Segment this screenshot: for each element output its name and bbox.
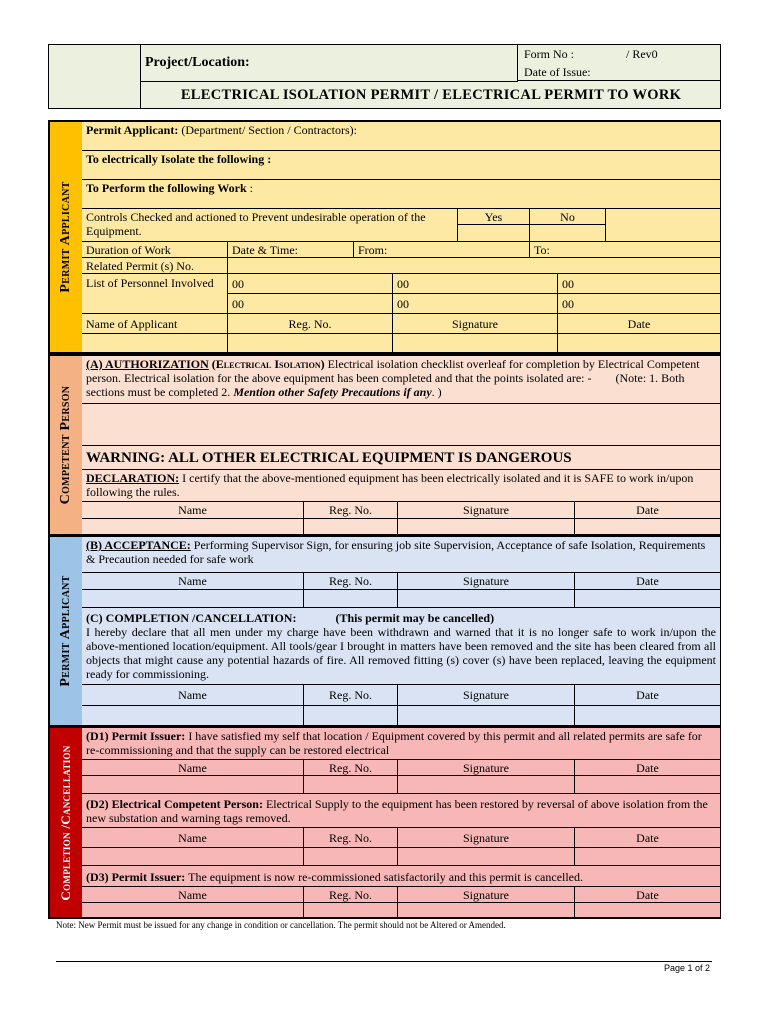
completion-side-label: Completion /Cancellation <box>50 728 83 917</box>
from-field[interactable] <box>354 242 530 258</box>
signature-header: Signature <box>398 502 575 519</box>
competent-reg-field[interactable] <box>304 519 398 534</box>
to-label: To: <box>534 243 550 257</box>
applicant-row[interactable] <box>82 122 721 151</box>
name-header: Name <box>82 685 304 706</box>
authorization-sub: (Electrical Isolation) <box>211 357 325 371</box>
work-label: To Perform the following Work <box>86 181 247 195</box>
signature-header: Signature <box>398 828 575 848</box>
d3-name-field[interactable] <box>82 903 304 917</box>
yes-label: Yes <box>458 209 530 225</box>
signature-header: Signature <box>398 760 575 776</box>
acceptance-text <box>82 537 721 573</box>
date-header: Date <box>575 828 721 848</box>
date-header: Date <box>575 760 721 776</box>
personnel-field[interactable]: 00 <box>558 274 721 294</box>
declaration-label: DECLARATION: <box>86 471 180 485</box>
applicant-signature-field[interactable] <box>393 334 558 352</box>
acceptance-heading: (B) ACCEPTANCE: <box>86 538 191 552</box>
isolate-label: To electrically Isolate the following : <box>86 152 272 166</box>
d3-text <box>82 866 721 887</box>
section1-body <box>82 122 719 352</box>
no-label: No <box>530 209 606 225</box>
signature-header: Signature <box>398 887 575 903</box>
d3-body: The equipment is now re-commissioned satisfactorily and this permit is cancelled. <box>188 870 584 884</box>
name-header: Name <box>82 573 304 590</box>
reg-no-header: Reg. No. <box>228 314 393 334</box>
related-permit-field[interactable] <box>228 258 721 274</box>
authorization-heading: (A) AUTHORIZATION <box>86 357 209 371</box>
related-permit-label: Related Permit (s) No. <box>82 258 228 274</box>
completion-text <box>82 608 721 685</box>
section2-body <box>82 356 719 534</box>
section4-body <box>82 728 719 917</box>
d2-reg-field[interactable] <box>304 848 398 866</box>
date-header: Date <box>575 685 721 706</box>
section-competent-person <box>48 354 721 536</box>
d1-signature-field[interactable] <box>398 776 575 794</box>
isolation-points-field[interactable] <box>82 404 721 446</box>
d1-text <box>82 728 721 760</box>
d1-reg-field[interactable] <box>304 776 398 794</box>
no-checkbox[interactable] <box>530 225 606 242</box>
d1-heading: (D1) Permit Issuer: <box>86 729 186 743</box>
personnel-field[interactable]: 00 <box>228 294 393 314</box>
footer-note: Note: New Permit must be issued for any change in condition or cancellation. The permit should not be Altered or Amended. <box>56 920 506 930</box>
controls-remarks[interactable] <box>606 209 721 242</box>
d2-name-field[interactable] <box>82 848 304 866</box>
applicant-detail: (Department/ Section / Contractors): <box>181 123 357 137</box>
d3-heading: (D3) Permit Issuer: <box>86 870 186 884</box>
form-info-box <box>517 45 721 81</box>
personnel-label: List of Personnel Involved <box>82 274 228 314</box>
d3-reg-field[interactable] <box>304 903 398 917</box>
d1-date-field[interactable] <box>575 776 721 794</box>
declaration-body: I certify that the above-mentioned equipment has been electrically isolated and it is SAFE to work in/upon following the rules. <box>86 471 694 499</box>
name-header: Name <box>82 760 304 776</box>
warning-text: WARNING: ALL OTHER ELECTRICAL EQUIPMENT IS DANGEROUS <box>82 446 721 470</box>
personnel-field[interactable]: 00 <box>228 274 393 294</box>
from-label: From: <box>358 243 388 257</box>
name-of-applicant-header: Name of Applicant <box>82 314 228 334</box>
applicant-label: Permit Applicant: <box>86 123 179 137</box>
signature-header: Signature <box>398 685 575 706</box>
reg-no-header: Reg. No. <box>304 887 398 903</box>
d2-heading: (D2) Electrical Competent Person: <box>86 797 263 811</box>
d2-date-field[interactable] <box>575 848 721 866</box>
completion-body: I hereby declare that all men under my charge have been withdrawn and warned that it is no longer safe to work in/upon the above-mentioned location/equipment. All tools/gear I brought in matters have been removed and the site has been cleared from all objects that might cause any potential hazards of fire. All removed fitting (s) cover (s) have been replaced, leaving the equipment ready for commissioning. <box>86 625 716 681</box>
d1-body: I have satisfied my self that location / Equipment covered by this permit and all related permits are safe for re-commissioning and that the supply can be restored electrical <box>86 729 702 757</box>
declaration-text <box>82 470 721 502</box>
name-header: Name <box>82 502 304 519</box>
work-row[interactable] <box>82 180 721 209</box>
completion-note: (This permit may be cancelled) <box>335 611 495 625</box>
acceptance-date-field[interactable] <box>575 590 721 608</box>
name-header: Name <box>82 887 304 903</box>
permit-applicant-side-label: Permit Applicant <box>50 122 83 352</box>
completion-heading: (C) COMPLETION /CANCELLATION: <box>86 611 297 625</box>
authorization-text <box>82 356 721 404</box>
d3-date-field[interactable] <box>575 903 721 917</box>
reg-no-header: Reg. No. <box>304 828 398 848</box>
form-rev-label: / Rev0 <box>626 47 658 61</box>
d2-body: Electrical Supply to the equipment has been restored by reversal of above isolation from the new substation and warning tags removed. <box>86 797 708 825</box>
acceptance-body: Performing Supervisor Sign, for ensuring job site Supervision, Acceptance of safe Isolation, Requirements & Precaution needed for safe work <box>86 538 706 566</box>
controls-text: Controls Checked and actioned to Prevent undesirable operation of the Equipment. <box>82 209 458 242</box>
applicant-date-field[interactable] <box>558 334 721 352</box>
completion-signature-field[interactable] <box>398 706 575 725</box>
isolate-row[interactable] <box>82 151 721 180</box>
date-time-label: Date & Time: <box>228 242 354 258</box>
competent-date-field[interactable] <box>575 519 721 534</box>
reg-no-header: Reg. No. <box>304 685 398 706</box>
reg-no-header: Reg. No. <box>304 502 398 519</box>
date-header: Date <box>575 502 721 519</box>
work-colon: : <box>249 181 254 195</box>
d1-name-field[interactable] <box>82 776 304 794</box>
competent-signature-field[interactable] <box>398 519 575 534</box>
date-of-issue-label: Date of Issue: <box>524 65 591 79</box>
acceptance-signature-field[interactable] <box>398 590 575 608</box>
authorization-note-emphasis: Mention other Safety Precautions if any <box>233 385 432 399</box>
form-title: ELECTRICAL ISOLATION PERMIT / ELECTRICAL PERMIT TO WORK <box>180 87 682 103</box>
to-field[interactable] <box>530 242 721 258</box>
signature-header: Signature <box>393 314 558 334</box>
personnel-field[interactable]: 00 <box>393 294 558 314</box>
date-header: Date <box>575 887 721 903</box>
permit-applicant-side-label-2: Permit Applicant <box>50 537 83 725</box>
competent-name-field[interactable] <box>82 519 304 534</box>
project-location-label: Project/Location: <box>145 55 250 70</box>
completion-reg-field[interactable] <box>304 706 398 725</box>
date-header: Date <box>575 573 721 590</box>
section3-body <box>82 537 719 725</box>
duration-label: Duration of Work <box>82 242 228 258</box>
d3-signature-field[interactable] <box>398 903 575 917</box>
form-no-label: Form No : <box>524 47 575 61</box>
acceptance-reg-field[interactable] <box>304 590 398 608</box>
d2-text <box>82 794 721 828</box>
section-acceptance-completion <box>48 535 721 727</box>
footer-rule <box>56 961 712 962</box>
date-header: Date <box>558 314 721 334</box>
signature-header: Signature <box>398 573 575 590</box>
applicant-reg-field[interactable] <box>228 334 393 352</box>
authorization-note-end: . ) <box>431 385 442 399</box>
form-header <box>48 44 721 109</box>
competent-person-side-label: Competent Person <box>50 356 83 534</box>
header-logo-box <box>49 45 141 108</box>
personnel-field[interactable]: 00 <box>558 294 721 314</box>
section-completion-cancellation <box>48 726 721 919</box>
authorization-body: Electrical isolation checklist overleaf for completion by Electrical Competent person. Electrical isolation for the above equipment has been completed and that the points isolated are: - <box>86 357 700 385</box>
d2-signature-field[interactable] <box>398 848 575 866</box>
personnel-field[interactable]: 00 <box>393 274 558 294</box>
acceptance-name-field[interactable] <box>82 590 304 608</box>
completion-date-field[interactable] <box>575 706 721 725</box>
reg-no-header: Reg. No. <box>304 760 398 776</box>
authorization-note: (Note: 1. Both sections must be completed 2. <box>86 371 685 399</box>
section-permit-applicant <box>48 120 721 354</box>
reg-no-header: Reg. No. <box>304 573 398 590</box>
yes-checkbox[interactable] <box>458 225 530 242</box>
name-header: Name <box>82 828 304 848</box>
completion-name-field[interactable] <box>82 706 304 725</box>
applicant-name-field[interactable] <box>82 334 228 352</box>
page-number: Page 1 of 2 <box>664 963 711 973</box>
